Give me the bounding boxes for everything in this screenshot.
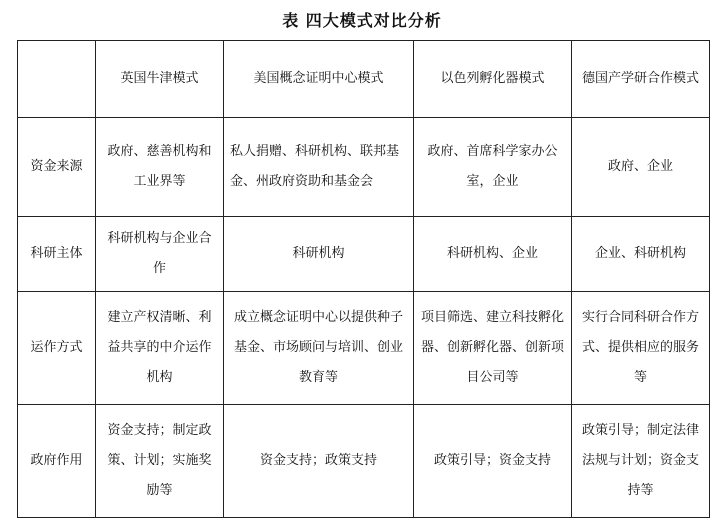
table-cell: 成立概念证明中心以提供种子基金、市场顾问与培训、创业教育等	[224, 292, 414, 405]
row-label: 政府作用	[18, 405, 96, 518]
table-row-research-subject	[18, 217, 710, 292]
table-cell: 政府、慈善机构和工业界等	[96, 118, 224, 217]
table-cell: 政府、首席科学家办公室，企业	[414, 118, 572, 217]
table-cell: 实行合同科研合作方式、提供相应的服务等	[572, 292, 710, 405]
table-cell: 科研机构与企业合作	[96, 217, 224, 292]
comparison-table	[17, 40, 710, 518]
table-cell: 政府、企业	[572, 118, 710, 217]
table-row-operation	[18, 292, 710, 405]
table-cell: 项目筛选、建立科技孵化器、创新孵化器、创新项目公司等	[414, 292, 572, 405]
table-header-row	[18, 41, 710, 118]
table-cell: 政策引导；制定法律法规与计划；资金支持等	[572, 405, 710, 518]
table-cell: 企业、科研机构	[572, 217, 710, 292]
table-cell: 科研机构、企业	[414, 217, 572, 292]
header-cell-uk-oxford: 英国牛津模式	[96, 41, 224, 118]
header-cell-empty	[18, 41, 96, 118]
table-cell: 私人捐赠、科研机构、联邦基金、州政府资助和基金会	[224, 118, 414, 217]
table-title: 表 四大模式对比分析	[282, 11, 442, 30]
header-cell-us-poc-center: 美国概念证明中心模式	[224, 41, 414, 118]
table-row-funding	[18, 118, 710, 217]
header-cell-israel-incubator: 以色列孵化器模式	[414, 41, 572, 118]
table-row-government-role	[18, 405, 710, 518]
table-cell: 政策引导；资金支持	[414, 405, 572, 518]
row-label: 资金来源	[18, 118, 96, 217]
table-cell: 资金支持；制定政策、计划；实施奖励等	[96, 405, 224, 518]
row-label: 运作方式	[18, 292, 96, 405]
table-cell: 科研机构	[224, 217, 414, 292]
table-cell: 建立产权清晰、利益共享的中介运作机构	[96, 292, 224, 405]
table-cell: 资金支持；政策支持	[224, 405, 414, 518]
header-cell-germany-cooperation: 德国产学研合作模式	[572, 41, 710, 118]
row-label: 科研主体	[18, 217, 96, 292]
